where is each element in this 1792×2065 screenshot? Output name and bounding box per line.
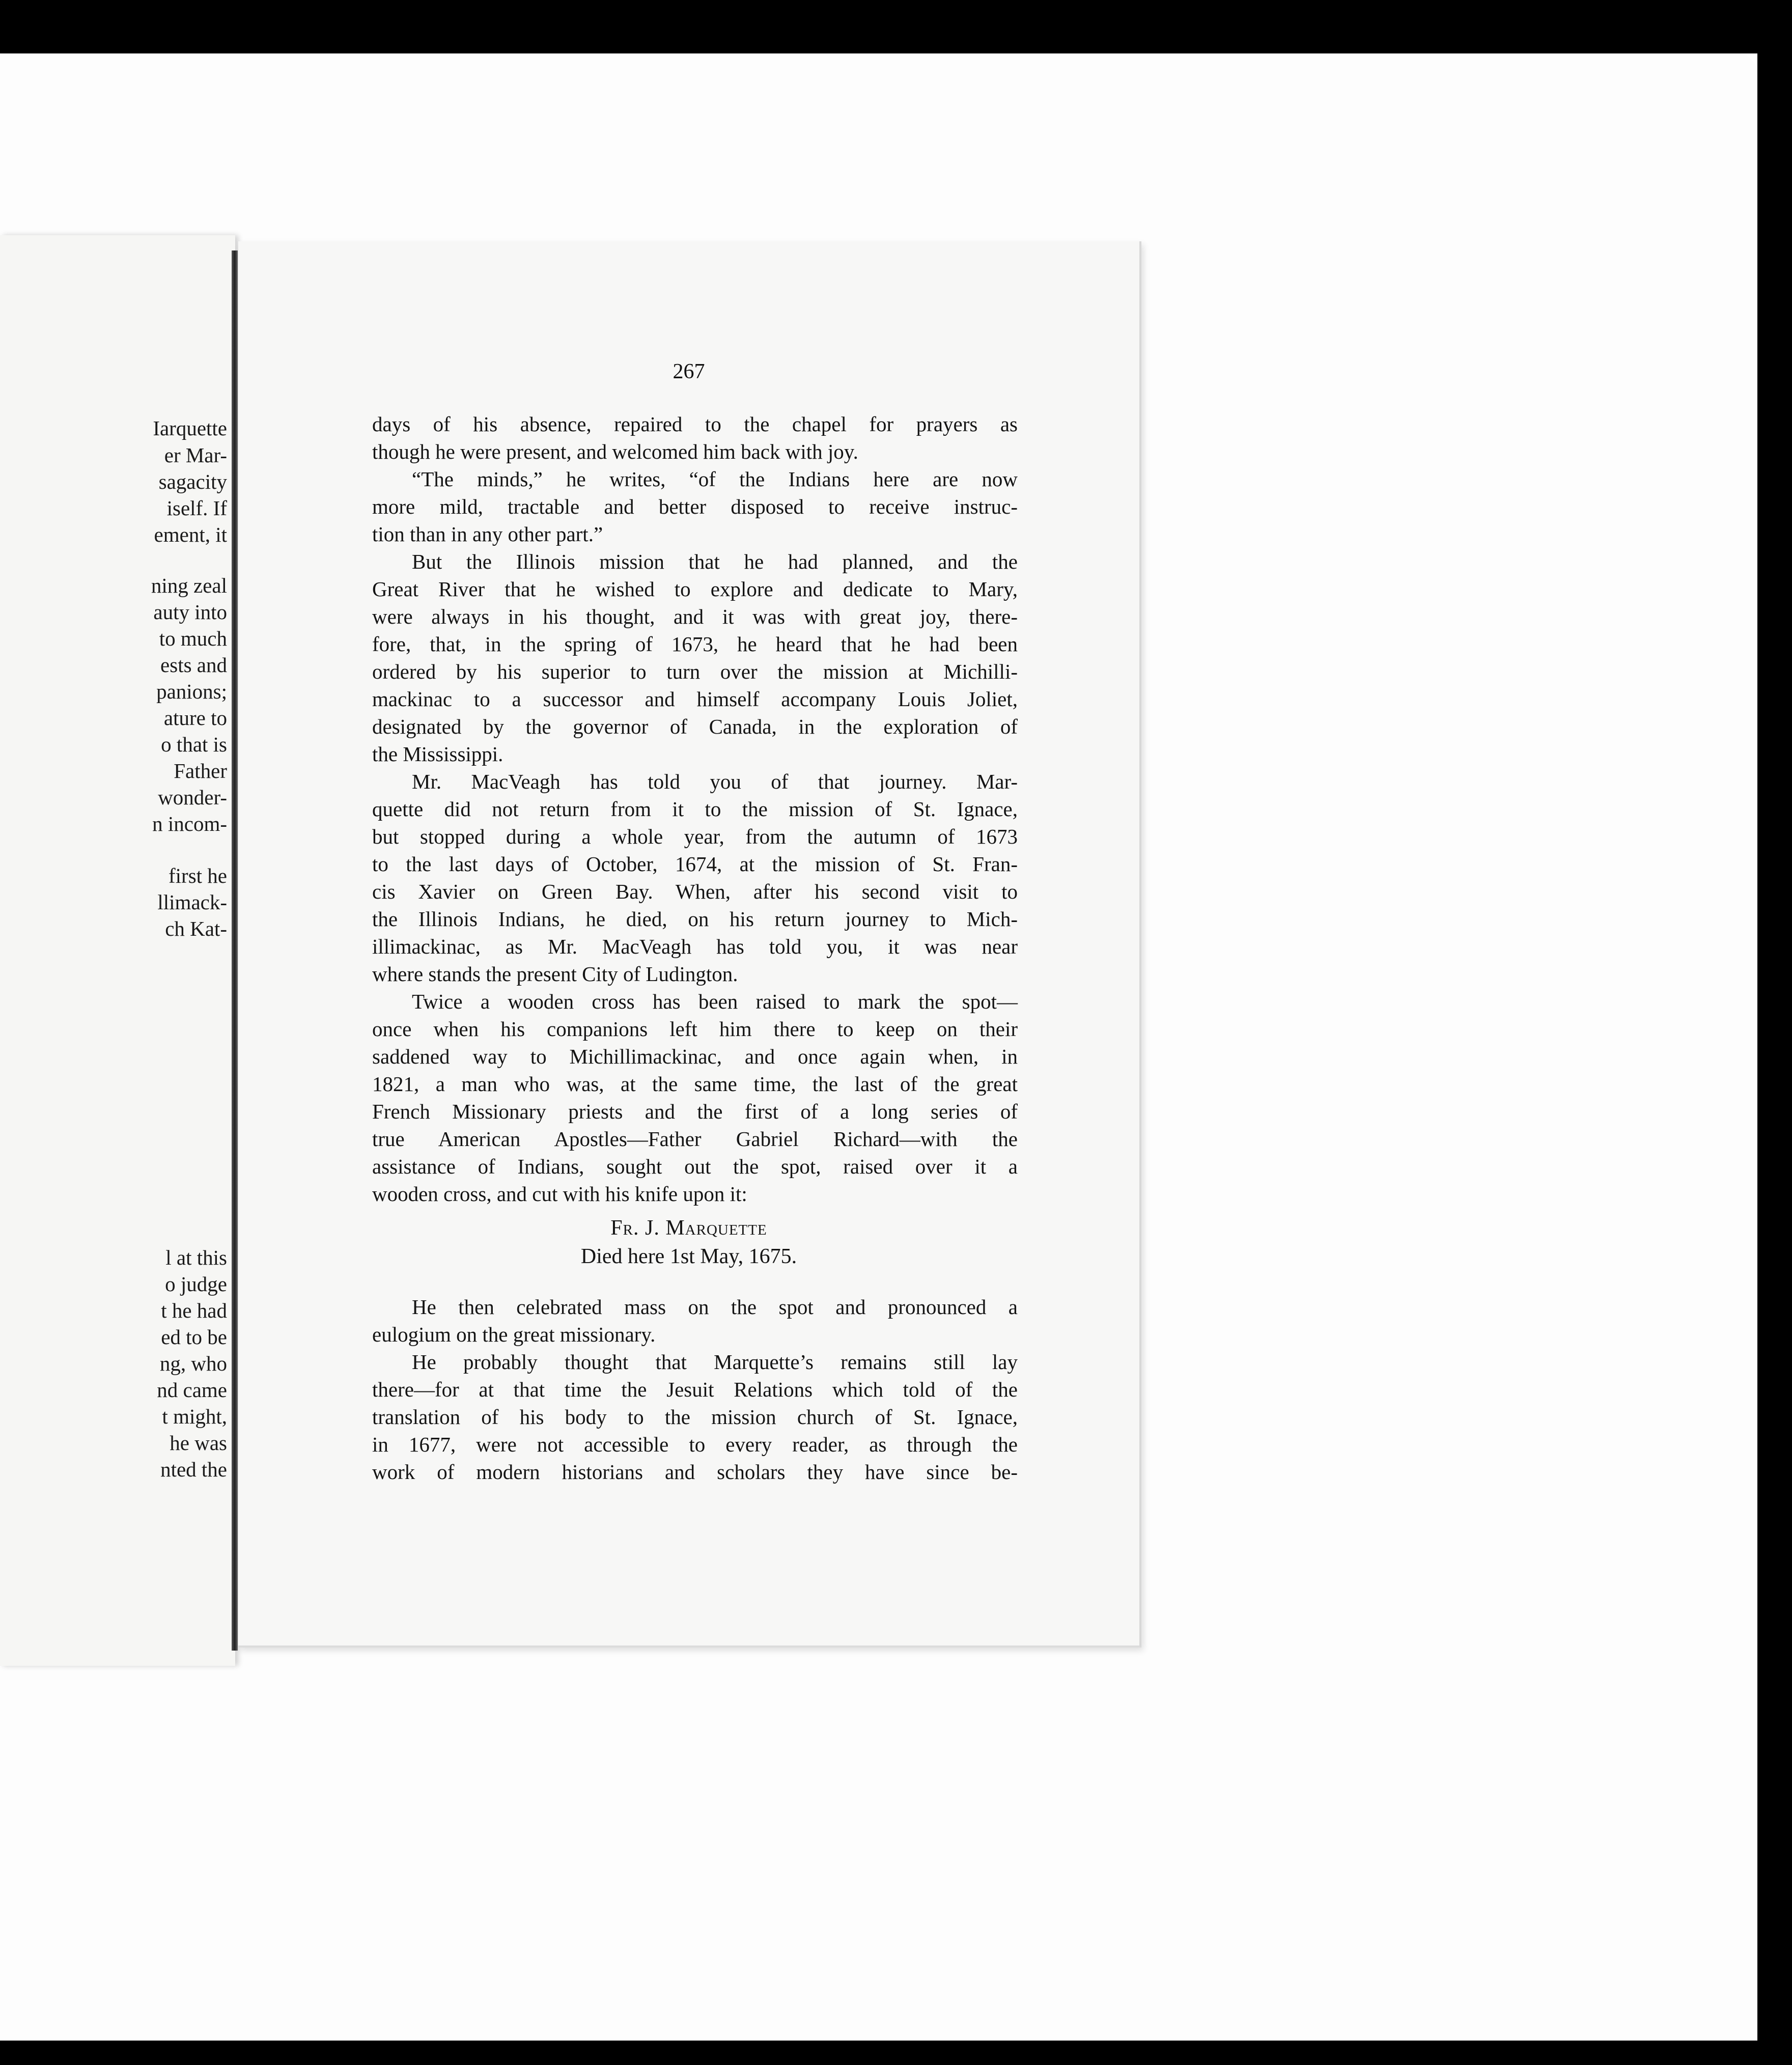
page-number: 267 [673,360,705,383]
right-page [238,241,1141,1648]
body-text-block-2 [372,1293,1018,1486]
left-page-line: wonder- [158,786,227,809]
text-line: Great River that he wished to explore and dedicate to Mary, [372,577,1018,601]
epitaph-inscription [238,1214,1139,1271]
text-line: illimackinac, as Mr. MacVeagh has told you, it was near [372,935,1018,958]
left-page [0,235,235,1666]
text-line: designated by the governor of Canada, in the exploration of [372,715,1018,738]
text-line: But the Illinois mission that he had planned, and the [412,550,1018,573]
left-page-line: to much [159,627,227,650]
text-line: days of his absence, repaired to the chapel for prayers as [372,412,1018,436]
left-page-line: ature to [163,706,227,730]
left-page-line: er Mar- [164,443,227,467]
text-line: tion than in any other part.” [372,522,603,546]
text-line: true American Apostles—Father Gabriel Richard—with the [372,1127,1018,1151]
scan-border-top [0,0,1792,53]
left-page-line: first he [169,864,227,887]
text-line: were always in his thought, and it was with great joy, there- [372,605,1018,628]
text-line: saddened way to Michillimackinac, and once again when, in [372,1045,1018,1068]
left-page-line: nd came [157,1378,227,1402]
book-spine [232,250,238,1651]
left-page-line: llimack- [157,890,227,914]
left-page-line: ests and [160,653,227,677]
left-page-line: iself. If [166,496,227,520]
left-page-line: Iarquette [153,416,227,440]
scan-border-bottom [0,2041,1792,2065]
text-line: mackinac to a successor and himself accompany Louis Joliet, [372,687,1018,711]
text-line: cis Xavier on Green Bay. When, after his second visit to [372,880,1018,903]
left-page-line: ement, it [154,523,227,546]
text-line: the Mississippi. [372,742,503,766]
text-line: assistance of Indians, sought out the spot, raised over it a [372,1155,1018,1178]
text-line: “The minds,” he writes, “of the Indians here are now [412,467,1018,491]
text-line: wooden cross, and cut with his knife upon it: [372,1182,747,1206]
text-line: the Illinois Indians, he died, on his return journey to Mich- [372,907,1018,931]
text-line: in 1677, were not accessible to every reader, as through the [372,1433,1018,1456]
text-line: eulogium on the great missionary. [372,1323,656,1346]
text-line: where stands the present City of Ludington. [372,962,738,986]
text-line: quette did not return from it to the mission of St. Ignace, [372,797,1018,821]
left-page-line: n incom- [152,812,227,835]
text-line: He then celebrated mass on the spot and pronounced a [412,1295,1018,1319]
text-line: Mr. MacVeagh has told you of that journey. Mar- [412,770,1018,793]
left-page-line: Father [174,759,227,783]
text-line: once when his companions left him there to keep on their [372,1017,1018,1041]
left-page-line: ed to be [161,1325,227,1349]
left-page-line: o judge [165,1272,227,1296]
text-line: though he were present, and welcomed him back with joy. [372,440,858,463]
text-line: French Missionary priests and the first of a long series of [372,1100,1018,1123]
epitaph-date: Died here 1st May, 1675. [580,1245,797,1268]
left-page-line: t he had [161,1299,227,1322]
text-line: ordered by his superior to turn over the mission at Michilli- [372,660,1018,683]
left-page-line: panions; [156,680,227,703]
text-line: but stopped during a whole year, from the autumn of 1673 [372,825,1018,848]
left-page-line: ning zeal [151,574,227,597]
epitaph-name: Fr. J. Marquette [610,1216,767,1240]
text-line: to the last days of October, 1674, at the mission of St. Fran- [372,852,1018,876]
text-line: more mild, tractable and better disposed to receive instruc- [372,495,1018,518]
left-page-line: ng, who [159,1352,227,1375]
left-page-line: t might, [162,1405,227,1428]
text-line: fore, that, in the spring of 1673, he heard that he had been [372,632,1018,656]
left-page-line: auty into [153,600,227,624]
text-line: Twice a wooden cross has been raised to mark the spot— [412,990,1018,1013]
left-page-line: l at this [165,1246,227,1269]
left-page-line: he was [170,1431,227,1455]
left-page-line: o that is [161,733,227,756]
text-line: He probably thought that Marquette’s remains still lay [412,1350,1018,1374]
text-line: 1821, a man who was, at the same time, the last of the great [372,1072,1018,1096]
left-page-line: nted the [160,1458,227,1481]
text-line: translation of his body to the mission church of St. Ignace, [372,1405,1018,1429]
text-line: there—for at that time the Jesuit Relations which told of the [372,1378,1018,1401]
body-text-block-1 [372,410,1018,1208]
left-page-line: ch Kat- [165,917,227,940]
left-page-line: sagacity [158,470,227,493]
text-line: work of modern historians and scholars they have since be- [372,1460,1018,1484]
scan-border-right [1757,0,1792,2065]
